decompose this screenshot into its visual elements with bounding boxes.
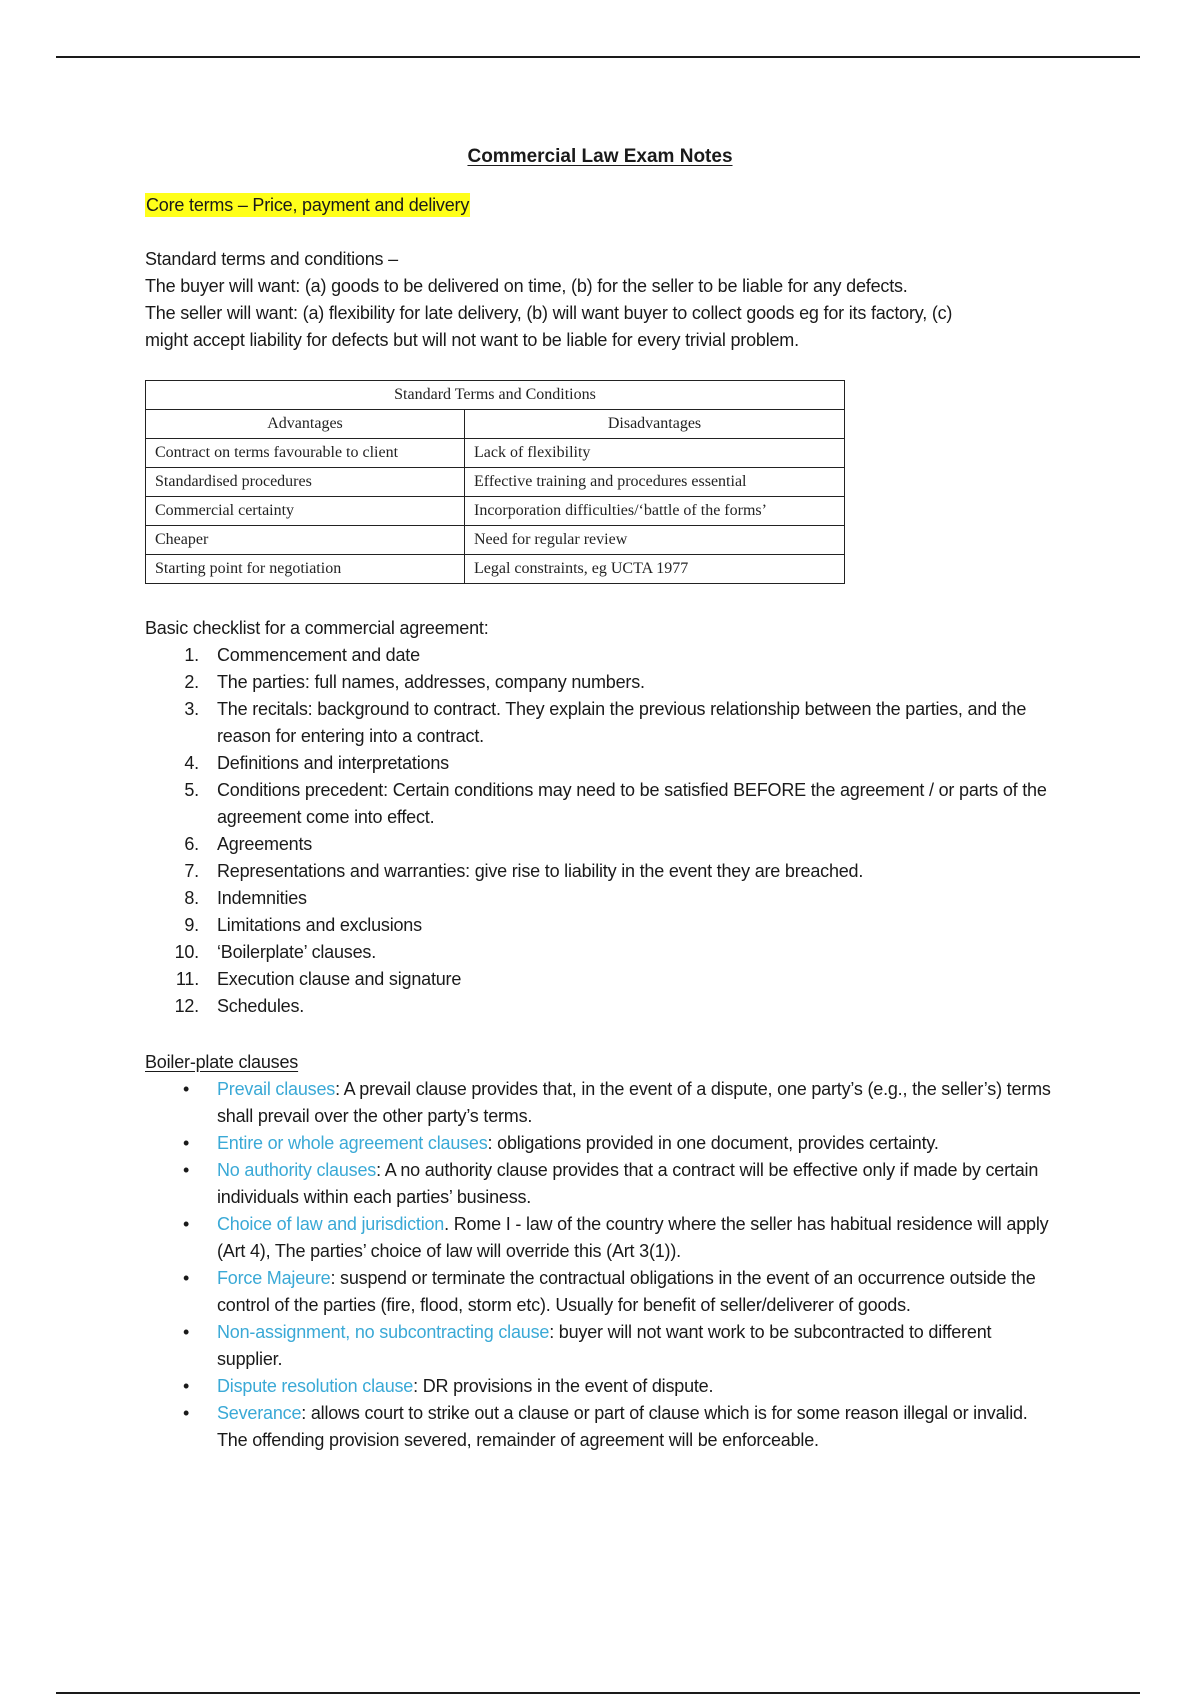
section-heading-core-terms: [145, 192, 470, 219]
clause-description: : A no authority clause provides that a contract will be effective only if made by certain individuals within each parties’ business.: [217, 1160, 1039, 1207]
table-cell: Cheaper: [146, 526, 465, 555]
title-text: Commercial Law Exam Notes: [467, 146, 733, 167]
checklist-section: [145, 615, 1065, 1020]
clause-term: Non-assignment, no subcontracting clause: [217, 1322, 550, 1342]
table-cell: Legal constraints, eg UCTA 1977: [465, 555, 845, 584]
list-number: 8.: [184, 888, 199, 908]
column-header: Advantages: [146, 410, 465, 439]
list-number: 9.: [184, 915, 199, 935]
table-row: [146, 497, 845, 526]
list-number: 11.: [175, 969, 199, 989]
table-cell: Standardised procedures: [146, 468, 465, 497]
list-text: Indemnities: [217, 888, 307, 908]
list-text: ‘Boilerplate’ clauses.: [217, 942, 377, 962]
list-item: [145, 966, 1047, 993]
page-title: [0, 146, 1200, 168]
list-number: 10.: [174, 942, 199, 962]
list-item: [145, 1211, 1057, 1265]
list-item: [145, 669, 1047, 696]
bullet-icon: •: [183, 1268, 190, 1288]
list-item: [145, 1319, 1057, 1373]
list-item: [145, 750, 1047, 777]
boilerplate-list: [145, 1076, 1065, 1454]
highlighted-heading: Core terms – Price, payment and delivery: [146, 195, 470, 215]
table-cell: Incorporation difficulties/‘battle of the forms’: [465, 497, 845, 526]
list-text: Representations and warranties: give rise to liability in the event they are breached.: [217, 861, 864, 881]
intro-heading: Standard terms and conditions –: [145, 249, 398, 269]
list-item: [145, 1373, 1057, 1400]
buyer-paragraph: The buyer will want: (a) goods to be delivered on time, (b) for the seller to be liable for any defects.: [145, 276, 908, 296]
clause-term: Choice of law and jurisdiction: [217, 1214, 445, 1234]
table-cell: Commercial certainty: [146, 497, 465, 526]
intro-section: [145, 246, 1065, 354]
bullet-icon: •: [183, 1376, 190, 1396]
clause-term: Force Majeure: [217, 1268, 331, 1288]
bullet-icon: •: [183, 1160, 190, 1180]
boilerplate-section: [145, 1049, 1065, 1454]
list-text: The recitals: background to contract. They explain the previous relationship between the parties, and the reason for entering into a contract.: [217, 699, 1027, 746]
list-item: [145, 642, 1047, 669]
bullet-icon: •: [183, 1322, 190, 1342]
clause-description: : obligations provided in one document, provides certainty.: [487, 1133, 939, 1153]
list-item: [145, 939, 1047, 966]
table-row: [146, 526, 845, 555]
table-cell: Starting point for negotiation: [146, 555, 465, 584]
list-text: Commencement and date: [217, 645, 420, 665]
list-number: 4.: [184, 753, 199, 773]
standard-terms-table: [145, 380, 845, 584]
boilerplate-heading: Boiler-plate clauses: [145, 1052, 299, 1072]
list-item: [145, 1157, 1057, 1211]
table-cell: Effective training and procedures essential: [465, 468, 845, 497]
list-text: Limitations and exclusions: [217, 915, 422, 935]
table-row: [146, 439, 845, 468]
table-cell: Lack of flexibility: [465, 439, 845, 468]
list-text: Agreements: [217, 834, 313, 854]
clause-term: Prevail clauses: [217, 1079, 336, 1099]
table-cell: Need for regular review: [465, 526, 845, 555]
list-number: 5.: [184, 780, 199, 800]
list-text: Conditions precedent: Certain conditions may need to be satisfied BEFORE the agreement / or parts of the agreement come into effect.: [217, 780, 1047, 827]
list-item: [145, 885, 1047, 912]
clause-term: Dispute resolution clause: [217, 1376, 414, 1396]
list-number: 1.: [184, 645, 199, 665]
list-text: Schedules.: [217, 996, 305, 1016]
clause-term: No authority clauses: [217, 1160, 377, 1180]
bullet-icon: •: [183, 1133, 190, 1153]
clause-description: . Rome I - law of the country where the seller has habitual residence will apply (Art 4), The parties’ choice of law will override this (Art 3(1)).: [217, 1214, 1049, 1261]
bullet-icon: •: [183, 1214, 190, 1234]
list-item: [145, 777, 1047, 831]
list-number: 3.: [184, 699, 199, 719]
list-item: [145, 831, 1047, 858]
clause-description: : allows court to strike out a clause or part of clause which is for some reason illegal or invalid. The offending provision severed, remainder of agreement will be enforceable.: [217, 1403, 1028, 1450]
clause-term: Severance: [217, 1403, 302, 1423]
list-text: Execution clause and signature: [217, 969, 462, 989]
table-cell: Contract on terms favourable to client: [146, 439, 465, 468]
list-number: 12.: [174, 996, 199, 1016]
list-item: [145, 858, 1047, 885]
list-item: [145, 696, 1047, 750]
list-item: [145, 1265, 1057, 1319]
checklist: [145, 642, 1065, 1020]
bullet-icon: •: [183, 1403, 190, 1423]
list-item: [145, 1130, 1057, 1157]
table-caption: Standard Terms and Conditions: [146, 381, 845, 410]
checklist-heading: Basic checklist for a commercial agreement:: [145, 618, 489, 638]
list-item: [145, 1400, 1057, 1454]
list-item: [145, 993, 1047, 1020]
clause-description: : DR provisions in the event of dispute.: [413, 1376, 714, 1396]
footer-rule: [56, 1692, 1140, 1694]
clause-description: : A prevail clause provides that, in the event of a dispute, one party’s (e.g., the seller’s) terms shall prevail over the other party’s terms.: [217, 1079, 1051, 1126]
list-number: 2.: [184, 672, 199, 692]
seller-paragraph: The seller will want: (a) flexibility for late delivery, (b) will want buyer to collect goods eg for its factory, (c) might accept liability for defects but will not want to be liable for every trivial problem.: [145, 303, 953, 350]
bullet-icon: •: [183, 1079, 190, 1099]
list-number: 6.: [184, 834, 199, 854]
table-row: [146, 468, 845, 497]
header-rule: [56, 56, 1140, 58]
list-number: 7.: [184, 861, 199, 881]
list-item: [145, 1076, 1057, 1130]
clause-description: : buyer will not want work to be subcontracted to different supplier.: [217, 1322, 992, 1369]
list-text: The parties: full names, addresses, company numbers.: [217, 672, 645, 692]
column-header: Disadvantages: [465, 410, 845, 439]
list-item: [145, 912, 1047, 939]
clause-description: : suspend or terminate the contractual obligations in the event of an occurrence outside the control of the parties (fire, flood, storm etc). Usually for benefit of seller/deliverer of goods.: [217, 1268, 1036, 1315]
list-text: Definitions and interpretations: [217, 753, 449, 773]
clause-term: Entire or whole agreement clauses: [217, 1133, 488, 1153]
table-row: [146, 555, 845, 584]
